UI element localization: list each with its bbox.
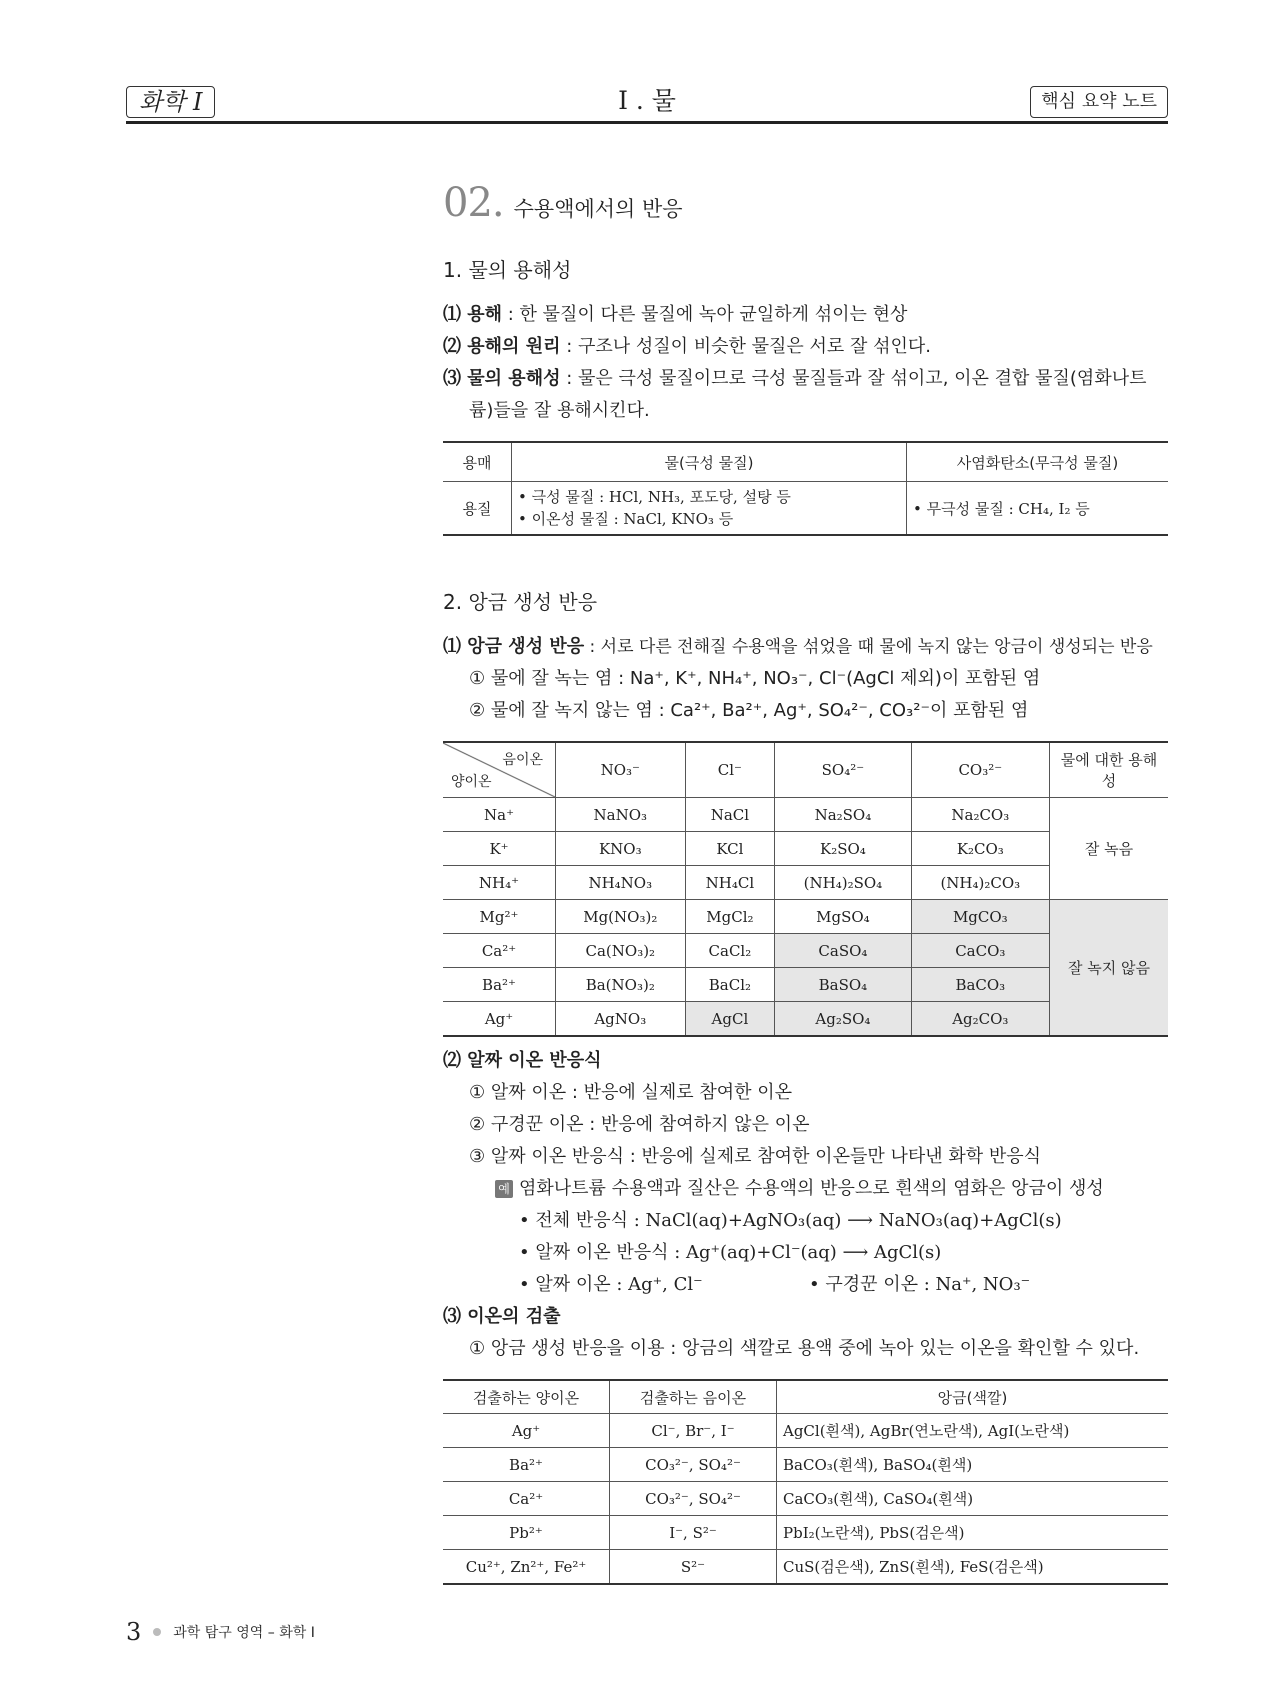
anion-cell: I⁻, S²⁻ — [610, 1516, 777, 1550]
ion-summary — [519, 1269, 1168, 1301]
salt-cell: K₂CO₃ — [911, 832, 1049, 866]
detection-method: ① 앙금 생성 반응을 이용 : 앙금의 색깔로 용액 중에 녹아 있는 이온을 확인할 수 있다. — [469, 1338, 1140, 1359]
salt-cell: NaCl — [685, 798, 775, 832]
section-heading — [443, 180, 1168, 226]
precipitate-cell: CaCO₃(흰색), CaSO₄(흰색) — [777, 1482, 1169, 1516]
polar-cell — [512, 482, 907, 536]
section-title: 수용액에서의 반응 — [513, 197, 683, 221]
anion-cell: S²⁻ — [610, 1550, 777, 1585]
salt-cell: Mg(NO₃)₂ — [556, 900, 686, 934]
cation-cell: Mg²⁺ — [443, 900, 556, 934]
net-ionic-equation-def: ③ 알짜 이온 반응식 : 반응에 실제로 참여한 이온들만 나타낸 화학 반응식 — [469, 1146, 1042, 1167]
detection-table — [443, 1379, 1168, 1585]
item-label: ⑶ 이온의 검출 — [443, 1306, 561, 1327]
main-content — [443, 180, 1168, 1585]
soluble-salts: ① 물에 잘 녹는 염 : Na⁺, K⁺, NH₄⁺, NO₃⁻, Cl⁻(AgCl 제외)이 포함된 염 — [469, 668, 1041, 689]
soluble-label: 잘 녹음 — [1050, 798, 1169, 900]
part2-title: 2. 앙금 생성 반응 — [443, 590, 598, 614]
part1-title: 1. 물의 용해성 — [443, 258, 572, 282]
salt-cell: K₂SO₄ — [775, 832, 911, 866]
part2-item-1 — [443, 631, 1168, 663]
bullet-dot-icon — [153, 1628, 161, 1636]
salt-cell-insoluble: Ag₂SO₄ — [775, 1002, 911, 1037]
solubility-table — [443, 741, 1168, 1037]
salt-cell: MgSO₄ — [775, 900, 911, 934]
salt-cell-insoluble: CaSO₄ — [775, 934, 911, 968]
anion-cell: Cl⁻, Br⁻, I⁻ — [610, 1414, 777, 1448]
net-ion-def: ① 알짜 이온 : 반응에 실제로 참여한 이온 — [469, 1082, 793, 1103]
salt-cell: AgNO₃ — [556, 1002, 686, 1037]
insoluble-label: 잘 녹지 않음 — [1050, 900, 1169, 1037]
precipitate-cell: AgCl(흰색), AgBr(연노란색), AgI(노란색) — [777, 1414, 1169, 1448]
full-equation: • 전체 반응식 : NaCl(aq)+AgNO₃(aq) ⟶ NaNO₃(aq)+AgCl(s) — [519, 1210, 1062, 1231]
polar-solutes: • 극성 물질 : HCl, NH₃, 포도당, 설탕 등 — [518, 488, 791, 506]
cation-cell: Pb²⁺ — [443, 1516, 610, 1550]
page-header — [126, 86, 1168, 124]
row-header: 용질 — [443, 482, 512, 536]
part1-item-3-cont: 륨)들을 잘 용해시킨다. — [469, 400, 650, 421]
solvent-table — [443, 441, 1168, 536]
item-text: : 서로 다른 전해질 수용액을 섞었을 때 물에 녹지 않는 앙금이 생성되는 반응 — [584, 637, 1153, 657]
solubility-header: 물에 대한 용해성 — [1050, 742, 1169, 798]
table-header: 사염화탄소(무극성 물질) — [906, 442, 1168, 482]
net-ions: • 알짜 이온 : Ag⁺, Cl⁻ — [519, 1274, 703, 1295]
salt-cell: NH₄Cl — [685, 866, 775, 900]
header-rule — [126, 121, 1168, 124]
salt-cell-insoluble: CaCO₃ — [911, 934, 1049, 968]
part1-item-2 — [443, 331, 1168, 363]
item-text: : 한 물질이 다른 물질에 녹아 균일하게 섞이는 현상 — [502, 304, 908, 325]
item-label: ⑵ 알짜 이온 반응식 — [443, 1050, 602, 1071]
section-number: 02. — [443, 180, 504, 226]
page-number: 3 — [126, 1618, 142, 1646]
page-footer — [126, 1618, 315, 1646]
cation-cell: Na⁺ — [443, 798, 556, 832]
table-header: 용매 — [443, 442, 512, 482]
cation-cell: K⁺ — [443, 832, 556, 866]
salt-cell: NaNO₃ — [556, 798, 686, 832]
insoluble-salts: ② 물에 잘 녹지 않는 염 : Ca²⁺, Ba²⁺, Ag⁺, SO₄²⁻, CO₃²⁻이 포함된 염 — [469, 700, 1029, 721]
spectator-ion-def: ② 구경꾼 이온 : 반응에 참여하지 않은 이온 — [469, 1114, 810, 1135]
salt-cell: KNO₃ — [556, 832, 686, 866]
salt-cell-insoluble: BaSO₄ — [775, 968, 911, 1002]
salt-cell: Ba(NO₃)₂ — [556, 968, 686, 1002]
cation-cell: Ba²⁺ — [443, 968, 556, 1002]
cation-cell: Ca²⁺ — [443, 1482, 610, 1516]
part1-item-1 — [443, 299, 1168, 331]
cation-cell: Ag⁺ — [443, 1414, 610, 1448]
salt-cell: MgCl₂ — [685, 900, 775, 934]
salt-cell: Na₂SO₄ — [775, 798, 911, 832]
table-header: 검출하는 음이온 — [610, 1380, 777, 1414]
anion-cell: CO₃²⁻, SO₄²⁻ — [610, 1482, 777, 1516]
chapter-title: I . 물 — [618, 86, 676, 115]
cation-cell: NH₄⁺ — [443, 866, 556, 900]
spectator-ions: • 구경꾼 이온 : Na⁺, NO₃⁻ — [809, 1274, 1031, 1295]
item-label: ⑴ 용해 — [443, 304, 503, 325]
salt-cell-insoluble: MgCO₃ — [911, 900, 1049, 934]
anion-axis-label: 음이온 — [502, 752, 543, 768]
part2-item-2 — [443, 1045, 1168, 1077]
salt-cell-insoluble: AgCl — [685, 1002, 775, 1037]
table-header: 물(극성 물질) — [512, 442, 907, 482]
salt-cell-insoluble: BaCO₃ — [911, 968, 1049, 1002]
salt-cell: Na₂CO₃ — [911, 798, 1049, 832]
salt-cell: (NH₄)₂SO₄ — [775, 866, 911, 900]
nonpolar-solutes: • 무극성 물질 : CH₄, I₂ 등 — [906, 482, 1168, 536]
precipitate-cell: CuS(검은색), ZnS(흰색), FeS(검은색) — [777, 1550, 1169, 1585]
item-text: : 구조나 성질이 비슷한 물질은 서로 잘 섞인다. — [560, 336, 932, 357]
table-header: 앙금(색깔) — [777, 1380, 1169, 1414]
precipitate-cell: BaCO₃(흰색), BaSO₄(흰색) — [777, 1448, 1169, 1482]
cation-cell: Ca²⁺ — [443, 934, 556, 968]
item-label: ⑴ 앙금 생성 반응 — [443, 636, 585, 657]
part1-item-3 — [443, 363, 1168, 395]
note-label: 핵심 요약 노트 — [1030, 86, 1168, 118]
item-label: ⑶ 물의 용해성 — [443, 368, 561, 389]
part2-item-3 — [443, 1301, 1168, 1333]
salt-cell: BaCl₂ — [685, 968, 775, 1002]
example-text: 염화나트륨 수용액과 질산은 수용액의 반응으로 흰색의 염화은 앙금이 생성 — [519, 1178, 1104, 1199]
footer-text: 과학 탐구 영역 – 화학 I — [173, 1625, 315, 1641]
anion-header: CO₃²⁻ — [911, 742, 1049, 798]
salt-cell-insoluble: Ag₂CO₃ — [911, 1002, 1049, 1037]
cation-axis-label: 양이온 — [451, 774, 492, 790]
example — [495, 1173, 1168, 1205]
subject-label: 화학 I — [126, 86, 215, 118]
ionic-solutes: • 이온성 물질 : NaCl, KNO₃ 등 — [518, 510, 734, 528]
anion-header: NO₃⁻ — [556, 742, 686, 798]
salt-cell: CaCl₂ — [685, 934, 775, 968]
diagonal-header — [443, 742, 556, 798]
table-header: 검출하는 양이온 — [443, 1380, 610, 1414]
cation-cell: Cu²⁺, Zn²⁺, Fe²⁺ — [443, 1550, 610, 1585]
net-equation: • 알짜 이온 반응식 : Ag⁺(aq)+Cl⁻(aq) ⟶ AgCl(s) — [519, 1242, 942, 1263]
item-text: : 물은 극성 물질이므로 극성 물질들과 잘 섞이고, 이온 결합 물질(염화나트 — [560, 368, 1147, 389]
salt-cell: Ca(NO₃)₂ — [556, 934, 686, 968]
item-label: ⑵ 용해의 원리 — [443, 336, 561, 357]
anion-cell: CO₃²⁻, SO₄²⁻ — [610, 1448, 777, 1482]
cation-cell: Ba²⁺ — [443, 1448, 610, 1482]
salt-cell: (NH₄)₂CO₃ — [911, 866, 1049, 900]
example-badge: 예 — [495, 1180, 513, 1198]
anion-header: Cl⁻ — [685, 742, 775, 798]
salt-cell: NH₄NO₃ — [556, 866, 686, 900]
precipitate-cell: PbI₂(노란색), PbS(검은색) — [777, 1516, 1169, 1550]
anion-header: SO₄²⁻ — [775, 742, 911, 798]
salt-cell: KCl — [685, 832, 775, 866]
cation-cell: Ag⁺ — [443, 1002, 556, 1037]
